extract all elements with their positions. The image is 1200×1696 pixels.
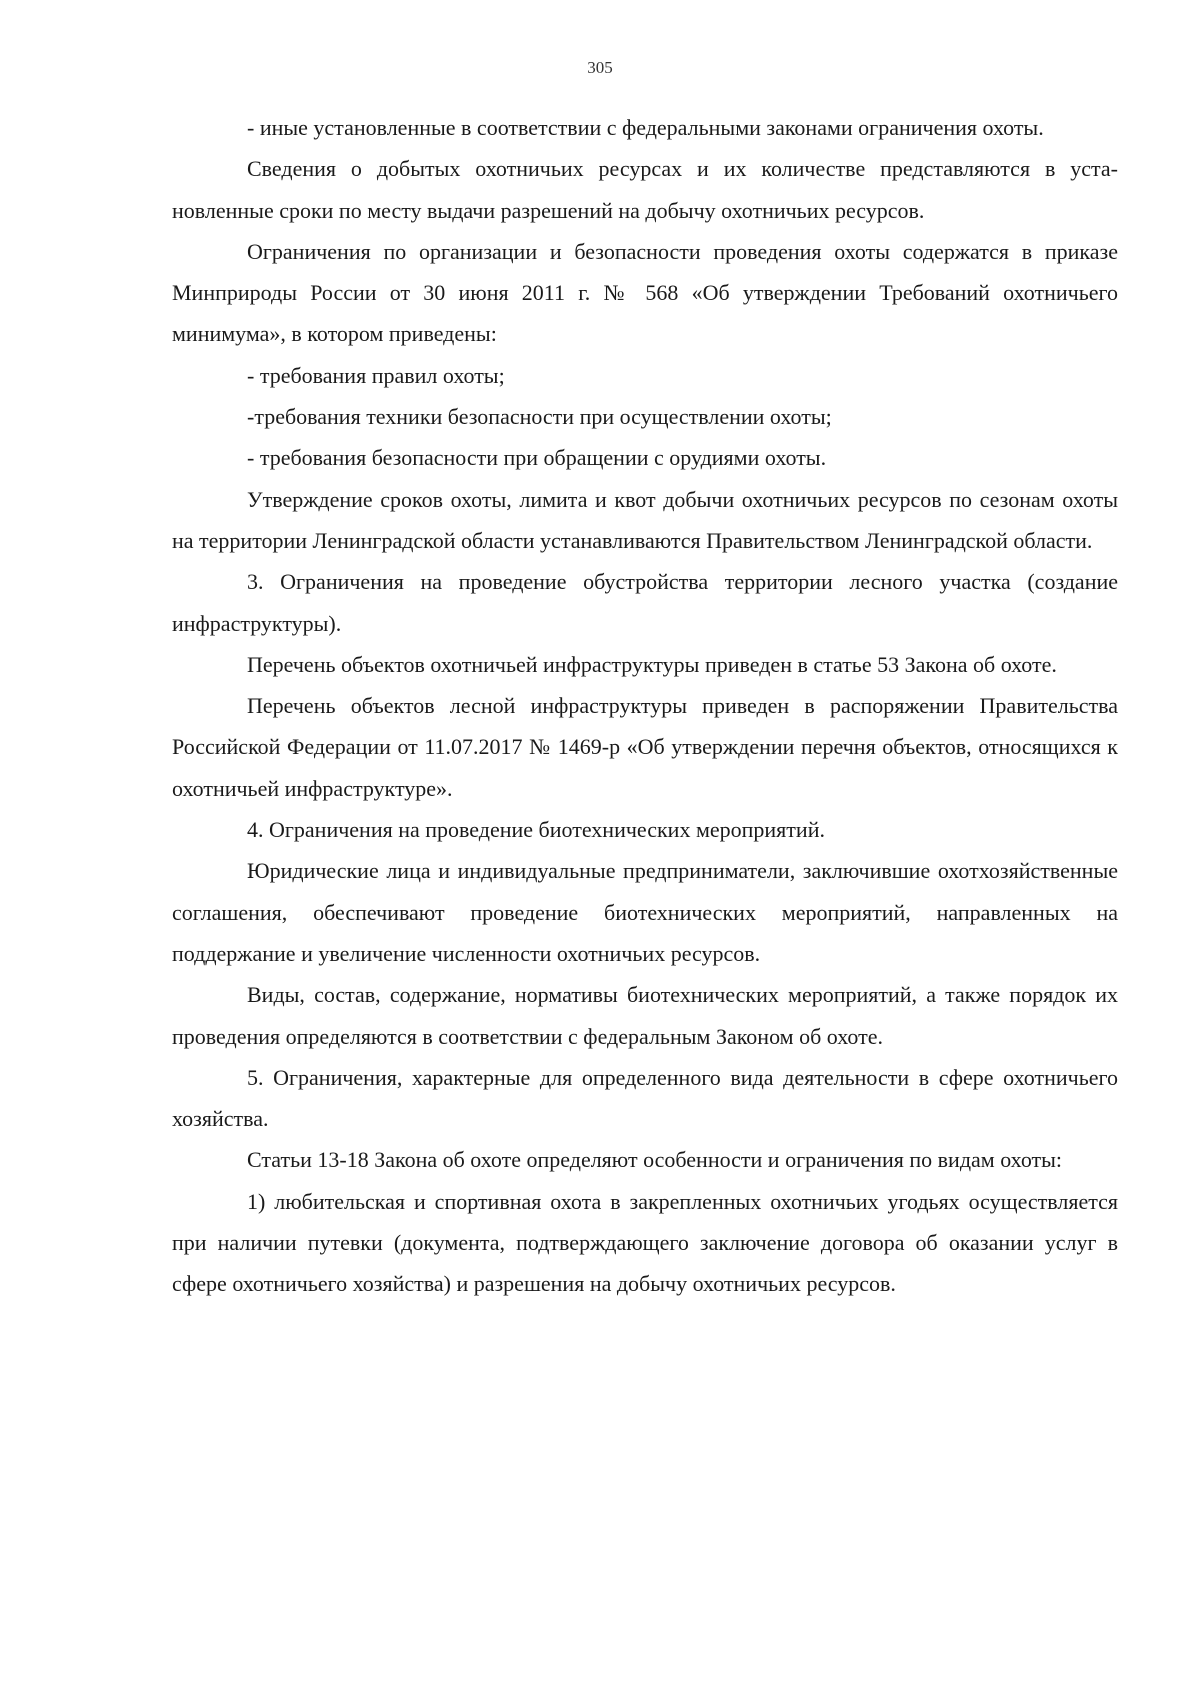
list-item-weapon-safety: - требования безопасности при обращении с орудиями охоты. (247, 445, 827, 471)
section-heading-infrastructure: 3. Ограничения на проведение обустройства территории лесного участка (создание инфраструктуры). (172, 569, 1118, 636)
paragraph-safety-order: Ограничения по организации и безопасности проведения охоты содержатся в приказе Минприроды России от 30 июня 2011 г. № 568 «Об утверждении Требований охотничьего минимума», в котором приведены: (172, 238, 1118, 347)
page-body (172, 107, 1118, 1305)
list-item-safety-techniques: -требования техники безопасности при осуществлении охоты; (247, 404, 832, 430)
paragraph-forest-infrastructure: Перечень объектов лесной инфраструктуры приведен в распоряжении Правительства Российской Федерации от 11.07.2017 № 1469-р «Об утверждении перечня объектов, относящихся к охотничьей инфраструктуре». (172, 693, 1118, 801)
section-heading-activity-restrictions: 5. Ограничения, характерные для определенного вида деятельности в сфере охотничьего хозяйства. (172, 1064, 1118, 1132)
paragraph-seasons-limits: Утверждение сроков охоты, лимита и квот добычи охотничьих ресурсов по сезонам охоты на территории Ленинградской области устанавливаются Правительством Ленинградской области. (172, 486, 1118, 553)
paragraph-articles-13-18: Статьи 13-18 Закона об охоте определяют особенности и ограничения по видам охоты: (247, 1147, 1063, 1173)
page-number: 305 (587, 58, 613, 77)
list-item-hunting-rules: - требования правил охоты; (247, 362, 505, 388)
paragraph-hunting-infrastructure: Перечень объектов охотничьей инфраструктуры приведен в статье 53 Закона об охоте. (247, 651, 1057, 677)
paragraph-other-restrictions: - иные установленные в соответствии с федеральными законами ограничения охоты. (247, 115, 1044, 140)
list-item-amateur-sport-hunting: 1) любительская и спортивная охота в закрепленных охотничьих угодьях осуществляется при наличии путевки (документа, подтверждающего заключение договора об оказании услуг в сфере охотничьего хозяйства) и разрешения на добычу охотничьих ресурсов. (172, 1188, 1118, 1297)
section-heading-biotechnical: 4. Ограничения на проведение биотехнических мероприятий. (247, 817, 825, 843)
paragraph-biotechnical-types: Виды, состав, содержание, нормативы биотехнических мероприятий, а также порядок их проведения определяются в соответствии с федеральным Законом об охоте. (172, 982, 1118, 1049)
paragraph-harvest-reporting: Сведения о добытых охотничьих ресурсах и их количестве представляются в установленные сроки по месту выдачи разрешений на добычу охотничьих ресурсов. (172, 156, 1118, 223)
paragraph-legal-entities: Юридические лица и индивидуальные предприниматели, заключившие охотхозяйственные соглашения, обеспечивают проведение биотехнических мероприятий, направленных на поддержание и увеличение численности охотничьих ресурсов. (172, 858, 1118, 966)
